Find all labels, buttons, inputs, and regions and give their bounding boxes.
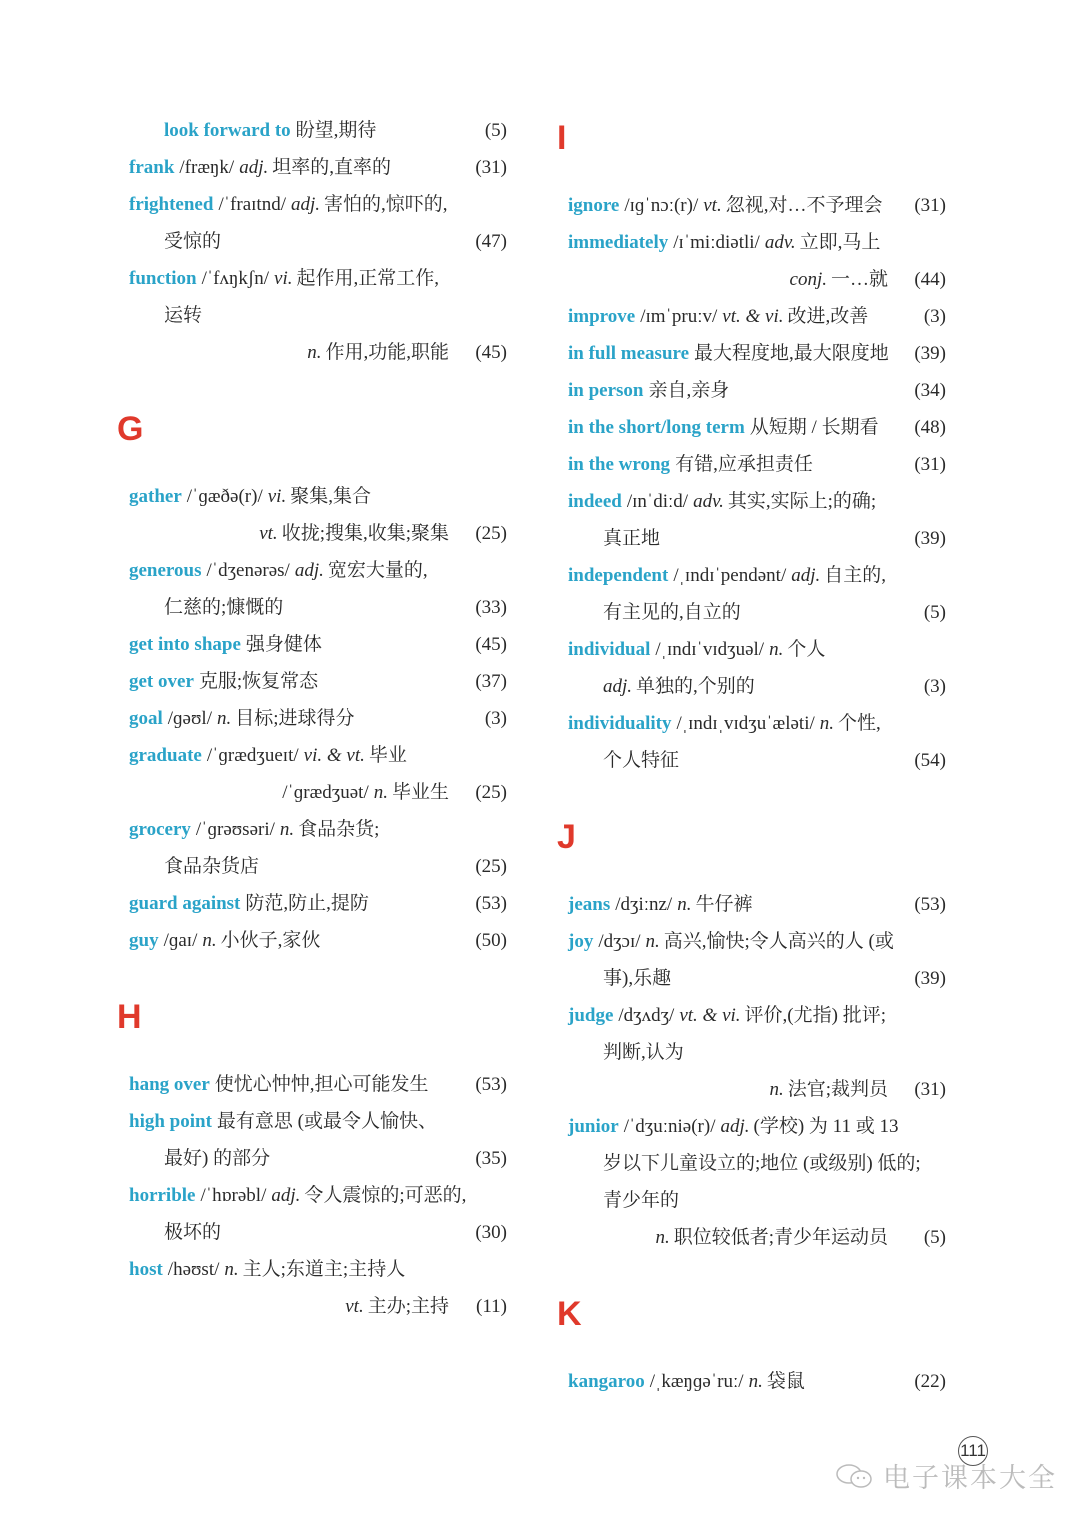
definition: 青少年的 (603, 1190, 680, 1211)
glossary-entry (568, 886, 946, 923)
part-of-speech: n. (677, 894, 692, 915)
definition: 评价,(尤指) 批评; (744, 1005, 886, 1026)
definition: 克服;恢复常态 (198, 671, 319, 692)
headword: judge (568, 1005, 614, 1026)
part-of-speech: adj. (791, 565, 821, 586)
unit-page-ref: (3) (923, 306, 946, 327)
definition: 个性, (838, 713, 881, 734)
glossary-entry (129, 478, 507, 515)
glossary-entry (129, 1103, 507, 1140)
unit-page-ref: (31) (914, 1079, 946, 1100)
definition: 最好) 的部分 (164, 1148, 271, 1169)
glossary-entry-continuation (568, 960, 946, 997)
definition: 袋鼠 (766, 1371, 805, 1392)
watermark (835, 1456, 1057, 1495)
glossary-entry (568, 298, 946, 335)
definition: 高兴,愉快;令人高兴的人 (或 (663, 931, 894, 952)
unit-page-ref: (39) (914, 343, 946, 364)
phonetic: /ˈdʒenərəs/ (206, 560, 290, 581)
glossary-entry-continuation (129, 1140, 507, 1177)
unit-page-ref: (53) (475, 893, 507, 914)
section-heading (117, 371, 507, 478)
definition: 作用,功能,职能 (325, 342, 449, 363)
definition: 牛仔裤 (695, 894, 753, 915)
glossary-entry-continuation (568, 1145, 946, 1182)
definition: 事),乐趣 (603, 968, 672, 989)
headword: in full measure (568, 343, 690, 364)
glossary-entry (568, 705, 946, 742)
headword: individual (568, 639, 651, 660)
glossary-entry (568, 372, 946, 409)
part-of-speech: vt. (259, 523, 278, 544)
part-of-speech: n. (224, 1259, 239, 1280)
definition: 强身健体 (245, 634, 322, 655)
headword: generous (129, 560, 202, 581)
definition: 法官;裁判员 (787, 1079, 888, 1100)
unit-page-ref: (34) (914, 380, 946, 401)
definition: 食品杂货; (298, 819, 380, 840)
phonetic: /ɪɡˈnɔː(r)/ (624, 195, 699, 216)
unit-page-ref: (44) (914, 269, 946, 290)
phonetic: /həʊst/ (167, 1259, 220, 1280)
headword: in the wrong (568, 454, 671, 475)
glossary-entry (568, 187, 946, 224)
headword: in person (568, 380, 644, 401)
section-letter: G (117, 410, 144, 448)
glossary-entry (129, 626, 507, 663)
glossary-entry-continuation (568, 261, 946, 298)
glossary-entry (568, 224, 946, 261)
part-of-speech: n. (216, 708, 232, 729)
section-letter: I (557, 119, 567, 157)
definition: 毕业 (368, 745, 407, 766)
phonetic: /ˈɡrædʒuət/ (282, 782, 369, 803)
definition: 职位较低者;青少年运动员 (673, 1227, 888, 1248)
headword: horrible (129, 1185, 196, 1206)
glossary-entry (568, 923, 946, 960)
phonetic: /ɡəʊl/ (167, 708, 212, 729)
glossary-entry-continuation (568, 594, 946, 631)
headword: host (129, 1259, 163, 1280)
glossary-column-left (117, 112, 507, 1325)
headword: ignore (568, 195, 620, 216)
part-of-speech: vi. & vt. (303, 745, 365, 766)
unit-page-ref: (53) (914, 894, 946, 915)
headword: individuality (568, 713, 672, 734)
glossary-entry (129, 663, 507, 700)
definition: 收拢;搜集,收集;聚集 (281, 523, 449, 544)
definition: 聚集,集合 (290, 486, 371, 507)
glossary-entry (129, 186, 507, 223)
section-letter: H (117, 998, 142, 1036)
glossary-entry-continuation (129, 1288, 507, 1325)
phonetic: /ˈɡæðə(r)/ (186, 486, 263, 507)
definition: 害怕的,惊吓的, (324, 194, 448, 215)
definition: 使忧心忡忡,担心可能发生 (214, 1074, 429, 1095)
phonetic: /ˌɪndɪˌvɪdʒuˈæləti/ (676, 713, 815, 734)
phonetic: /dʒʌdʒ/ (618, 1005, 675, 1026)
definition: 食品杂货店 (164, 856, 260, 877)
headword: joy (568, 931, 594, 952)
definition: 立即,马上 (799, 232, 881, 253)
phonetic: /fræŋk/ (179, 157, 235, 178)
definition: 宽宏大量的, (327, 560, 428, 581)
definition: 盼望,期待 (295, 120, 377, 141)
phonetic: /ˈfraɪtnd/ (218, 194, 286, 215)
headword: jeans (568, 894, 611, 915)
part-of-speech: n. (819, 713, 835, 734)
headword: guy (129, 930, 159, 951)
glossary-entry (129, 922, 507, 959)
glossary-entry (129, 737, 507, 774)
glossary-entry (568, 1363, 946, 1400)
headword: kangaroo (568, 1371, 645, 1392)
headword: indeed (568, 491, 622, 512)
headword: improve (568, 306, 636, 327)
phonetic: /dʒɔɪ/ (598, 931, 641, 952)
glossary-entry (568, 409, 946, 446)
glossary-entry (568, 483, 946, 520)
part-of-speech: adj. (720, 1116, 750, 1137)
unit-page-ref: (3) (923, 676, 946, 697)
headword: frightened (129, 194, 214, 215)
definition: 毕业生 (391, 782, 449, 803)
glossary-entry-continuation (568, 520, 946, 557)
definition: 其实,实际上;的确; (727, 491, 877, 512)
part-of-speech: n. (307, 342, 322, 363)
unit-page-ref: (31) (475, 157, 507, 178)
glossary-entry-continuation (568, 1071, 946, 1108)
phonetic: /ˈhɒrəbl/ (200, 1185, 267, 1206)
headword: goal (129, 708, 163, 729)
glossary-entry (129, 552, 507, 589)
glossary-entry-continuation (129, 515, 507, 552)
unit-page-ref: (11) (476, 1296, 507, 1317)
definition: 受惊的 (164, 231, 222, 252)
part-of-speech: adj. (294, 560, 324, 581)
glossary-entry (129, 149, 507, 186)
part-of-speech: adv. (764, 232, 796, 253)
glossary-column-right (557, 80, 946, 1400)
definition: 仁慈的;慷慨的 (164, 597, 284, 618)
phonetic: /ɡaɪ/ (163, 930, 198, 951)
definition: 最大程度地,最大限度地 (694, 343, 889, 364)
definition: 判断,认为 (603, 1042, 684, 1063)
phonetic: /ˌɪndɪˈvɪdʒuəl/ (655, 639, 765, 660)
glossary-entry (129, 1066, 507, 1103)
glossary-entry-continuation (568, 1219, 946, 1256)
headword: in the short/long term (568, 417, 745, 438)
unit-page-ref: (31) (914, 454, 946, 475)
headword: grocery (129, 819, 191, 840)
definition: 真正地 (603, 528, 661, 549)
unit-page-ref: (22) (914, 1371, 946, 1392)
definition: 防范,防止,提防 (245, 893, 369, 914)
headword: guard against (129, 893, 241, 914)
unit-page-ref: (3) (484, 708, 507, 729)
definition: 最有意思 (或最令人愉快、 (216, 1111, 437, 1132)
headword: look forward to (164, 120, 291, 141)
section-heading (117, 959, 507, 1066)
glossary-entry-continuation (129, 1214, 507, 1251)
unit-page-ref: (39) (914, 528, 946, 549)
glossary-entry (568, 1108, 946, 1145)
definition: 个人 (787, 639, 826, 660)
headword: junior (568, 1116, 619, 1137)
part-of-speech: n. (748, 1371, 763, 1392)
definition: 起作用,正常工作, (296, 268, 439, 289)
glossary-entry-continuation (129, 774, 507, 811)
definition: 一…就 (830, 269, 888, 290)
definition: (学校) 为 11 或 13 (753, 1116, 899, 1137)
part-of-speech: n. (202, 930, 217, 951)
phonetic: /ˈɡrəʊsəri/ (195, 819, 275, 840)
part-of-speech: vt. & vi. (722, 306, 784, 327)
glossary-entry (568, 335, 946, 372)
page-number: 111 (958, 1436, 988, 1466)
glossary-entry-continuation (129, 112, 507, 149)
definition: 有错,应承担责任 (675, 454, 813, 475)
unit-page-ref: (5) (923, 602, 946, 623)
definition: 岁以下儿童设立的;地位 (或级别) 低的; (603, 1153, 921, 1174)
section-letter: J (557, 818, 576, 856)
part-of-speech: vt. (345, 1296, 364, 1317)
headword: function (129, 268, 197, 289)
definition: 改进,改善 (787, 306, 869, 327)
part-of-speech: vt. (703, 195, 722, 216)
watermark-text: 电子课本大全 (883, 1463, 1057, 1494)
part-of-speech: n. (655, 1227, 670, 1248)
unit-page-ref: (48) (914, 417, 946, 438)
glossary-entry (129, 885, 507, 922)
unit-page-ref: (37) (475, 671, 507, 692)
unit-page-ref: (45) (475, 342, 507, 363)
unit-page-ref: (31) (914, 195, 946, 216)
phonetic: /ˌkæŋɡəˈruː/ (649, 1371, 744, 1392)
definition: 目标;进球得分 (235, 708, 355, 729)
headword: independent (568, 565, 669, 586)
definition: 自主的, (824, 565, 887, 586)
glossary-entry-continuation (568, 1182, 946, 1219)
part-of-speech: n. (373, 782, 388, 803)
part-of-speech: adj. (290, 194, 320, 215)
headword: get into shape (129, 634, 241, 655)
definition: 从短期 / 长期看 (749, 417, 879, 438)
glossary-entry (568, 631, 946, 668)
section-letter: K (557, 1295, 582, 1333)
glossary-entry-continuation (129, 223, 507, 260)
definition: 极坏的 (164, 1222, 222, 1243)
definition: 单独的,个别的 (636, 676, 755, 697)
definition: 主人;东道主;主持人 (242, 1259, 406, 1280)
phonetic: /ɪnˈdiːd/ (626, 491, 689, 512)
headword: immediately (568, 232, 669, 253)
part-of-speech: n. (645, 931, 660, 952)
definition: 主办;主持 (367, 1296, 449, 1317)
headword: get over (129, 671, 194, 692)
phonetic: /ɪmˈpruːv/ (640, 306, 718, 327)
definition: 坦率的,直率的 (272, 157, 391, 178)
glossary-entry-continuation (129, 297, 507, 334)
part-of-speech: n. (769, 1079, 784, 1100)
unit-page-ref: (47) (475, 231, 507, 252)
unit-page-ref: (25) (475, 856, 507, 877)
definition: 忽视,对…不予理会 (725, 195, 883, 216)
headword: graduate (129, 745, 202, 766)
unit-page-ref: (30) (475, 1222, 507, 1243)
part-of-speech: vi. (274, 268, 293, 289)
headword: gather (129, 486, 182, 507)
wechat-icon (835, 1462, 875, 1490)
phonetic: /ɪˈmiːdiətli/ (673, 232, 760, 253)
glossary-entry-continuation (129, 589, 507, 626)
part-of-speech: adj. (271, 1185, 301, 1206)
glossary-entry (129, 811, 507, 848)
unit-page-ref: (54) (914, 750, 946, 771)
glossary-entry-continuation (568, 1034, 946, 1071)
definition: 有主见的,自立的 (603, 602, 741, 623)
glossary-entry (129, 1177, 507, 1214)
definition: 亲自,亲身 (648, 380, 730, 401)
definition: 令人震惊的;可恶的, (304, 1185, 467, 1206)
section-heading (557, 779, 946, 886)
phonetic: /ˈɡrædʒueɪt/ (206, 745, 299, 766)
phonetic: /dʒiːnz/ (615, 894, 673, 915)
unit-page-ref: (53) (475, 1074, 507, 1095)
part-of-speech: adj. (603, 676, 633, 697)
unit-page-ref: (25) (475, 523, 507, 544)
definition: 个人特征 (603, 750, 680, 771)
part-of-speech: n. (769, 639, 784, 660)
headword: high point (129, 1111, 212, 1132)
unit-page-ref: (5) (923, 1227, 946, 1248)
part-of-speech: vt. & vi. (679, 1005, 741, 1026)
glossary-entry (568, 446, 946, 483)
section-heading (557, 1256, 946, 1363)
glossary-entry (568, 997, 946, 1034)
unit-page-ref: (5) (484, 120, 507, 141)
headword: hang over (129, 1074, 210, 1095)
section-heading (557, 80, 946, 187)
part-of-speech: n. (279, 819, 295, 840)
part-of-speech: adj. (239, 157, 269, 178)
part-of-speech: conj. (789, 269, 827, 290)
unit-page-ref: (50) (475, 930, 507, 951)
unit-page-ref: (25) (475, 782, 507, 803)
glossary-entry (568, 557, 946, 594)
phonetic: /ˈfʌŋkʃn/ (201, 268, 270, 289)
definition: 小伙子,家伙 (220, 930, 321, 951)
phonetic: /ˌɪndɪˈpendənt/ (673, 565, 787, 586)
glossary-entry (129, 1251, 507, 1288)
glossary-entry-continuation (568, 668, 946, 705)
glossary-entry-continuation (129, 334, 507, 371)
part-of-speech: vi. (267, 486, 287, 507)
definition: 运转 (164, 305, 203, 326)
headword: frank (129, 157, 175, 178)
glossary-entry (129, 260, 507, 297)
part-of-speech: adv. (693, 491, 724, 512)
glossary-entry-continuation (129, 848, 507, 885)
glossary-entry (129, 700, 507, 737)
unit-page-ref: (35) (475, 1148, 507, 1169)
unit-page-ref: (39) (914, 968, 946, 989)
unit-page-ref: (45) (475, 634, 507, 655)
phonetic: /ˈdʒuːniə(r)/ (623, 1116, 716, 1137)
glossary-entry-continuation (568, 742, 946, 779)
unit-page-ref: (33) (475, 597, 507, 618)
